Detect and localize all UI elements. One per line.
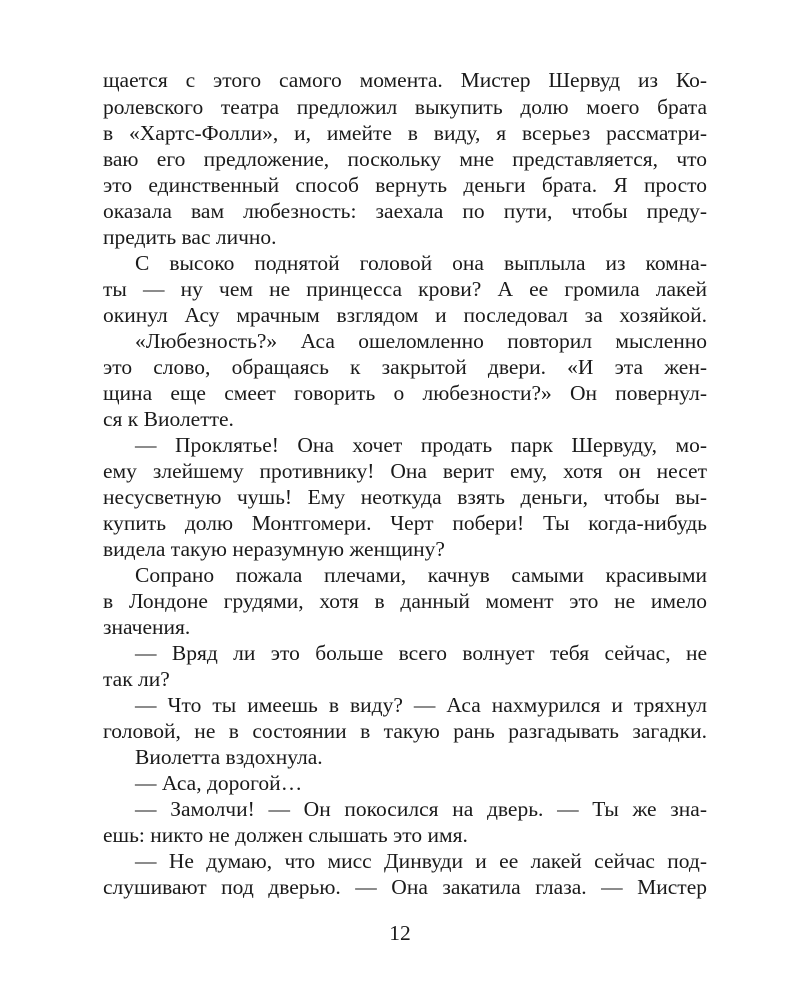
text-line: Виолетта вздохнула.	[135, 745, 323, 769]
text-line: — Замолчи! — Он покосился на дверь. — Ты же зна-	[135, 797, 707, 821]
text-line: купить долю Монтгомери. Черт побери! Ты когда-нибудь	[103, 511, 707, 535]
text-line: это единственный способ вернуть деньги брата. Я просто	[103, 173, 707, 197]
text-line: в Лондоне грудями, хотя в данный момент это не имело	[103, 589, 707, 613]
text-line: оказала вам любезность: заехала по пути, чтобы преду-	[103, 199, 707, 223]
text-line: — Не думаю, что мисс Динвуди и ее лакей сейчас под-	[135, 849, 707, 873]
text-line: — Что ты имеешь в виду? — Аса нахмурился и тряхнул	[135, 693, 707, 717]
text-line: значения.	[103, 615, 191, 639]
text-line: «Любезность?» Аса ошеломленно повторил мысленно	[135, 329, 707, 353]
text-line: предить вас лично.	[103, 225, 277, 249]
text-line: С высоко поднятой головой она выплыла из комна-	[135, 251, 707, 275]
text-line: Сопрано пожала плечами, качнув самыми красивыми	[135, 563, 707, 587]
text-line: несусветную чушь! Ему неоткуда взять деньги, чтобы вы-	[103, 485, 707, 509]
text-line: ешь: никто не должен слышать это имя.	[103, 823, 468, 847]
text-line: ты — ну чем не принцесса крови? А ее громила лакей	[103, 277, 707, 301]
text-line: — Аса, дорогой…	[135, 771, 303, 795]
text-line: так ли?	[103, 667, 170, 691]
text-line: щается с этого самого момента. Мистер Шервуд из Ко-	[103, 68, 707, 92]
text-line: ся к Виолетте.	[103, 407, 234, 431]
text-line: ему злейшему противнику! Она верит ему, хотя он несет	[103, 459, 707, 483]
text-line: это слово, обращаясь к закрытой двери. «И эта жен-	[103, 355, 707, 379]
text-line: — Проклятье! Она хочет продать парк Шервуду, мо-	[135, 433, 707, 457]
text-line: окинул Асу мрачным взглядом и последовал за хозяйкой.	[103, 303, 707, 327]
text-line: в «Хартс-Фолли», и, имейте в виду, я всерьез рассматри-	[103, 121, 707, 145]
text-line: ваю его предложение, поскольку мне представляется, что	[103, 147, 707, 171]
page-number: 12	[389, 921, 411, 945]
text-line: ролевского театра предложил выкупить долю моего брата	[103, 95, 707, 119]
text-line: слушивают под дверью. — Она закатила глаза. — Мистер	[103, 875, 707, 899]
text-line: головой, не в состоянии в такую рань разгадывать загадки.	[103, 719, 707, 743]
text-line: видела такую неразумную женщину?	[103, 537, 445, 561]
text-line: щина еще смеет говорить о любезности?» Он повернул-	[103, 381, 707, 405]
text-line: — Вряд ли это больше всего волнует тебя сейчас, не	[135, 641, 707, 665]
